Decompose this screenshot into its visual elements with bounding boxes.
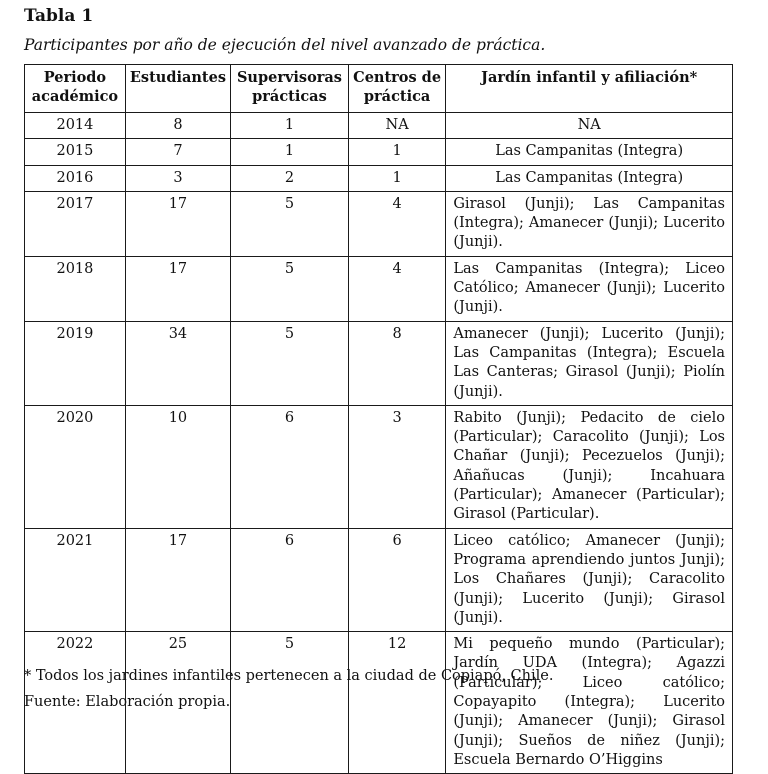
- cell-centers: 12: [348, 632, 445, 774]
- table-label: Tabla 1: [24, 6, 94, 26]
- cell-affiliation: NA: [446, 113, 733, 139]
- cell-supervisors: 2: [231, 165, 349, 191]
- cell-affiliation: Las Campanitas (Integra); Liceo Católico; Amanecer (Junji); Lucerito (Junji).: [446, 256, 733, 321]
- table-row: [25, 165, 733, 191]
- cell-year: 2015: [25, 139, 126, 165]
- cell-students: 17: [125, 191, 230, 256]
- cell-centers: 1: [348, 139, 445, 165]
- cell-centers: NA: [348, 113, 445, 139]
- header-centers: Centros de práctica: [348, 65, 445, 113]
- cell-supervisors: 5: [231, 191, 349, 256]
- table-caption: Participantes por año de ejecución del nivel avanzado de práctica.: [24, 36, 546, 54]
- cell-students: 25: [125, 632, 230, 774]
- table-row: [25, 405, 733, 528]
- cell-year: 2022: [25, 632, 126, 774]
- cell-students: 17: [125, 256, 230, 321]
- cell-supervisors: 1: [231, 139, 349, 165]
- cell-year: 2014: [25, 113, 126, 139]
- cell-supervisors: 5: [231, 632, 349, 774]
- cell-year: 2020: [25, 405, 126, 528]
- cell-centers: 8: [348, 321, 445, 405]
- cell-centers: 6: [348, 528, 445, 631]
- header-period: Periodo académico: [25, 65, 126, 113]
- cell-affiliation: Liceo católico; Amanecer (Junji); Programa aprendiendo juntos Junji); Los Chañares (Junji); Caracolito (Junji); Lucerito (Junji); Girasol (Junji).: [446, 528, 733, 631]
- table-row: [25, 321, 733, 405]
- cell-students: 3: [125, 165, 230, 191]
- header-affiliation: Jardín infantil y afiliación*: [446, 65, 733, 113]
- cell-year: 2019: [25, 321, 126, 405]
- cell-affiliation: Rabito (Junji); Pedacito de cielo (Particular); Caracolito (Junji); Los Chañar (Junji); Pecezuelos (Junji); Añañucas (Junji); Incahuara (Particular); Amanecer (Particular); Girasol (Particular).: [446, 405, 733, 528]
- table-row: [25, 256, 733, 321]
- table-footnote: * Todos los jardines infantiles pertenecen a la ciudad de Copiapó, Chile.: [24, 668, 554, 684]
- cell-students: 10: [125, 405, 230, 528]
- cell-students: 8: [125, 113, 230, 139]
- cell-students: 34: [125, 321, 230, 405]
- cell-affiliation: Girasol (Junji); Las Campanitas (Integra); Amanecer (Junji); Lucerito (Junji).: [446, 191, 733, 256]
- table-row: [25, 528, 733, 631]
- cell-students: 7: [125, 139, 230, 165]
- cell-affiliation: Mi pequeño mundo (Particular); Jardín UDA (Integra); Agazzi (Particular); Liceo católico; Copayapito (Integra); Lucerito (Junji); Amanecer (Junji); Girasol (Junji); Sueños de niñez (Junji); Escuela Bernardo O’Higgins: [446, 632, 733, 774]
- table-row: [25, 191, 733, 256]
- header-students: Estudiantes: [125, 65, 230, 113]
- cell-year: 2018: [25, 256, 126, 321]
- header-supervisors: Supervisoras prácticas: [231, 65, 349, 113]
- table-source: Fuente: Elaboración propia.: [24, 694, 231, 710]
- table-row: [25, 113, 733, 139]
- table-header-row: [25, 65, 733, 113]
- cell-supervisors: 6: [231, 405, 349, 528]
- cell-centers: 3: [348, 405, 445, 528]
- cell-affiliation: Amanecer (Junji); Lucerito (Junji); Las Campanitas (Integra); Escuela Las Canteras; Girasol (Junji); Piolín (Junji).: [446, 321, 733, 405]
- cell-centers: 4: [348, 256, 445, 321]
- cell-year: 2017: [25, 191, 126, 256]
- cell-students: 17: [125, 528, 230, 631]
- cell-supervisors: 5: [231, 256, 349, 321]
- table-row: [25, 139, 733, 165]
- cell-supervisors: 6: [231, 528, 349, 631]
- cell-centers: 4: [348, 191, 445, 256]
- cell-affiliation: Las Campanitas (Integra): [446, 139, 733, 165]
- cell-supervisors: 1: [231, 113, 349, 139]
- cell-supervisors: 5: [231, 321, 349, 405]
- cell-centers: 1: [348, 165, 445, 191]
- cell-year: 2016: [25, 165, 126, 191]
- cell-affiliation: Las Campanitas (Integra): [446, 165, 733, 191]
- cell-year: 2021: [25, 528, 126, 631]
